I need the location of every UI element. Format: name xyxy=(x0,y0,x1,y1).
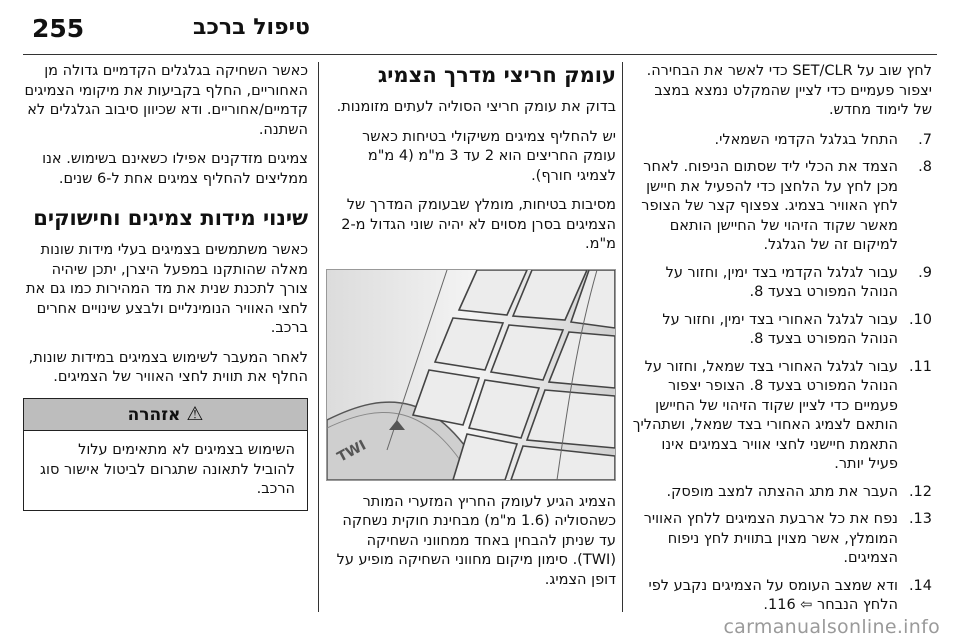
paragraph: יש להחליף צמיגים משיקולי בטיחות כאשר עומק החריצים הוא 2 עד 3 מ"מ (4 מ"מ לצמיגי חורף). xyxy=(362,128,616,184)
step-text: עבור לגלגל האחורי בצד שמאל, וחזור על הנוהל המפורט בצעד 8. הצופר יצפור פעמיים כדי לציין שקוד הזיהוי של החיישן הותאם לצמיג האחורי בצד שמאל, ושתהליך התאמת חיישני לחצי אוויר בצמיגים אינו פעיל יותר. xyxy=(632,358,898,472)
page-header xyxy=(0,0,960,50)
warning-title: אזהרה xyxy=(127,404,181,425)
paragraph: כאשר משתמשים בצמיגים בעלי מידות שונות מאלה שהותקנו במפעל היצרן, יתכן שיהיה צורך לתכנת שנית את מד המהירות כמו גם את לחצי האוויר הנומינליים ולבצע שינויים אחרים ברכב. xyxy=(26,242,308,336)
step-number: .7 xyxy=(918,131,932,148)
tire-tread-figure xyxy=(326,269,616,481)
column-divider-right xyxy=(622,62,623,612)
step-item xyxy=(632,311,932,350)
step-text: הצמד את הכלי ליד שסתום הניפוח. לאחר מכן לחץ על הלחצן כדי להפעיל את חיישן לחץ האוויר בצמיג. צפצוף קצר של הצופר מאשר שקוד הזיהוי של החיישן הותאם למיקום זה של הגלגל. xyxy=(641,159,898,253)
step-text: התחל בגלגל הקדמי השמאלי. xyxy=(714,131,898,148)
right-column xyxy=(632,62,932,624)
paragraph: כאשר השחיקה בגלגלים הקדמיים גדולה מן האחוריים, החלף בקביעות את מיקומי הצמיגים קדמיים/אחוריים. ודא שכיוון סיבוב הגלגלים לא השתנה. xyxy=(24,63,308,138)
step-number: .9 xyxy=(918,264,932,281)
step-number: .12 xyxy=(908,483,932,500)
watermark: carmanualsonline.info xyxy=(723,616,940,638)
steps-list xyxy=(632,131,932,616)
step-item xyxy=(632,358,932,475)
running-title: טיפול ברכב xyxy=(193,15,310,40)
step-number: .10 xyxy=(908,311,932,328)
step-text: העבר את מתג ההצתה למצב מופסק. xyxy=(666,483,898,500)
step-item xyxy=(632,577,932,616)
step-number: .13 xyxy=(908,511,932,527)
step-item xyxy=(632,510,932,569)
header-rule xyxy=(23,54,937,55)
step-item xyxy=(632,264,932,303)
paragraph: בדוק את עומק חריצי הסוליה לעתים מזומנות. xyxy=(336,99,616,115)
warning-header xyxy=(24,399,307,432)
step-item xyxy=(632,158,932,256)
warning-icon: ⚠ xyxy=(186,402,204,425)
step-text: נפח את כל ארבעת הצמיגים ללחץ האוויר המומלץ, אשר מצוין בתווית לחץ ניפוח הצמיגים. xyxy=(643,511,898,566)
step-text: עבור לגלגל הקדמי בצד ימין, וחזור על הנוהל המפורט בצעד 8. xyxy=(665,264,898,300)
figure-caption: הצמיג הגיע לעומק החריץ המזערי המותר כשהסוליה (1.6 מ"מ) מבחינת חוקית נשחקה עד שניתן להבחין באחד ממחווני השחיקה (TWI). סימון מיקום מחווני השחיקה מופיע על דופן הצמיג. xyxy=(336,493,616,588)
step-item xyxy=(632,483,932,503)
step-text: עבור לגלגל האחורי בצד ימין, וחזור על הנוהל המפורט בצעד 8. xyxy=(662,311,898,347)
warning-body: השימוש בצמיגים לא מתאימים עלול להוביל לתאונה שתגרום לביטול אישור סוג הרכב. xyxy=(40,442,295,497)
left-column xyxy=(23,62,308,511)
step-number: .14 xyxy=(908,577,932,594)
tire-tread-illustration xyxy=(327,270,615,480)
paragraph: לאחר המעבר לשימוש בצמיגים במידות שונות, החלף את תווית לחצי האוויר של הצמיגים. xyxy=(28,349,308,385)
step-number: .8 xyxy=(918,159,932,175)
step-text: ודא שמצב העומס על הצמיגים נקבע לפי הלחץ הנבחר ⇦ 116. xyxy=(648,577,898,613)
twi-marking: TWI xyxy=(334,436,369,466)
step-item xyxy=(632,131,932,151)
paragraph: מסיבות בטיחות, מומלץ שבעומק המדרך של הצמיגים בסרן מסוים לא יהיה שוני הגדול מ-2 מ"מ. xyxy=(341,197,616,252)
section-heading-size-change: שינוי מידות צמיגים וחישוקים xyxy=(33,206,308,230)
column-divider-left xyxy=(318,62,319,612)
section-heading-tread-depth: עומק חריצי מדרך הצמיג xyxy=(377,63,616,87)
middle-column xyxy=(328,62,616,600)
page-number: 255 xyxy=(32,14,85,43)
step-number: .11 xyxy=(908,358,932,375)
warning-box xyxy=(23,398,308,511)
paragraph: צמיגים מזדקנים אפילו כשאינם בשימוש. אנו ממליצים להחליף צמיגים אחת ל-6 שנים. xyxy=(42,151,308,187)
step-intro: לחץ שוב על SET/CLR כדי לאשר את הבחירה. יצפור פעמיים כדי לציין שהמקלט נמצא במצב של לימוד מחדש. xyxy=(646,63,932,118)
